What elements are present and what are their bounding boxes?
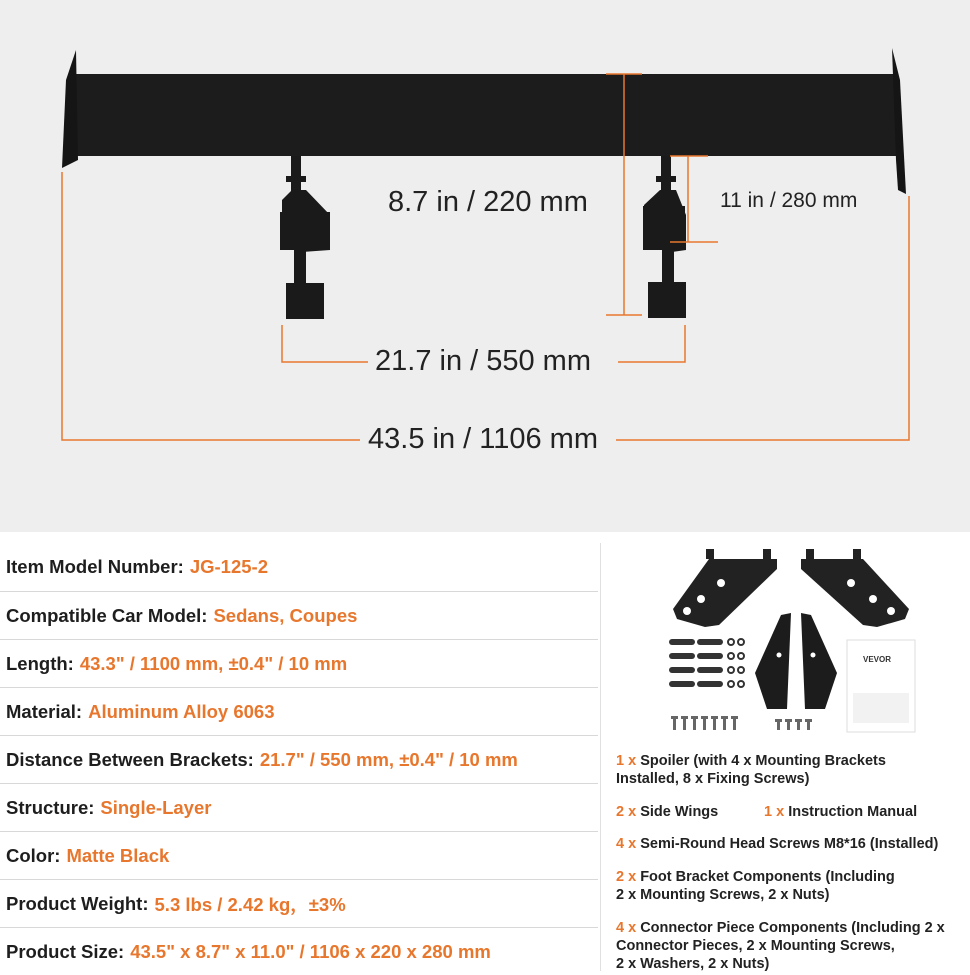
screws: [671, 716, 812, 730]
spec-value: Sedans, Coupes: [213, 604, 358, 626]
package-item-foot-brackets-cont: [616, 886, 830, 904]
package-item-text: Connector Pieces, 2 x Mounting Screws,: [616, 938, 895, 954]
spec-value: 5.3 lbs / 2.42 kg，±3%: [154, 893, 346, 915]
spec-value: Single-Layer: [100, 796, 212, 818]
right-mounting-bracket: [643, 156, 686, 318]
spec-table: [0, 543, 598, 971]
spec-label: Item Model Number:: [6, 556, 184, 577]
package-item-text: 2 x Washers, 2 x Nuts): [616, 956, 770, 972]
spec-label: Distance Between Brackets:: [6, 748, 254, 770]
spec-value: JG-125-2: [189, 556, 268, 577]
package-item-text: Installed, 8 x Fixing Screws): [616, 771, 810, 787]
package-item-side-wings: [616, 803, 718, 821]
package-item-text: 2 x Mounting Screws, 2 x Nuts): [616, 887, 830, 903]
package-item-manual: [764, 803, 917, 821]
spec-value: 21.7" / 550 mm, ±0.4" / 10 mm: [259, 748, 518, 770]
package-item-connectors-cont: [616, 937, 895, 955]
total-height-dimension-label: 11 in / 280 mm: [720, 189, 858, 212]
spec-row-weight: [0, 879, 598, 927]
spec-row-compatible-car: [0, 591, 598, 639]
spec-row-size: [0, 927, 598, 975]
spec-label: Material:: [6, 700, 83, 722]
spec-row-material: [0, 687, 598, 735]
package-contents: [601, 543, 970, 971]
height-dimension-label: 8.7 in / 220 mm: [388, 186, 588, 218]
instruction-manual: [847, 640, 915, 732]
washers-nuts: [728, 639, 744, 687]
package-qty: 4 x: [616, 836, 637, 852]
bracket-distance-label: 21.7 in / 550 mm: [371, 345, 595, 378]
package-qty: 1 x: [616, 753, 637, 769]
package-qty: 2 x: [616, 804, 637, 820]
spec-row-color: [0, 831, 598, 879]
package-item-foot-brackets: [616, 868, 895, 886]
spec-label: Length:: [6, 652, 74, 674]
spec-label: Product Size:: [6, 940, 125, 962]
package-qty: 4 x: [616, 920, 637, 936]
connector-pieces: [669, 639, 723, 687]
package-item-text: Side Wings: [640, 804, 719, 820]
package-item-connectors: [616, 919, 945, 937]
package-qty: 2 x: [616, 869, 637, 885]
manual-brand-label: VEVOR: [863, 655, 892, 664]
package-item-spoiler-cont: [616, 770, 809, 788]
spec-value: 43.3" / 1100 mm, ±0.4" / 10 mm: [79, 652, 348, 674]
foot-bracket-left: [673, 549, 777, 627]
spec-value: Matte Black: [66, 844, 170, 866]
package-item-text: Semi-Round Head Screws M8*16 (Installed): [640, 836, 939, 852]
package-item-spoiler: [616, 752, 886, 770]
spec-value: 43.5" x 8.7" x 11.0" / 1106 x 220 x 280 mm: [130, 940, 491, 962]
side-wings: [755, 613, 837, 709]
spec-row-bracket-distance: [0, 735, 598, 783]
package-item-text: Foot Bracket Components (Including: [640, 869, 895, 885]
package-item-connectors-cont2: [616, 955, 769, 973]
package-qty: 1 x: [764, 804, 785, 820]
left-mounting-bracket: [280, 156, 330, 319]
spec-label: Structure:: [6, 796, 95, 818]
spoiler-wing: [72, 74, 898, 156]
spec-row-length: [0, 639, 598, 687]
spec-row-structure: [0, 783, 598, 831]
package-item-text: Spoiler (with 4 x Mounting Brackets: [640, 753, 886, 769]
foot-bracket-right: [801, 549, 909, 627]
package-item-screws: [616, 835, 938, 853]
parts-illustration: [601, 543, 970, 743]
spec-row-model-number: [0, 543, 598, 591]
spec-label: Color:: [6, 844, 61, 866]
spec-label: Product Weight:: [6, 892, 149, 914]
spec-value: Aluminum Alloy 6063: [88, 700, 275, 722]
package-item-text: Instruction Manual: [788, 804, 918, 820]
length-dimension-label: 43.5 in / 1106 mm: [364, 423, 602, 456]
spec-label: Compatible Car Model:: [6, 604, 208, 626]
left-end-plate: [62, 50, 78, 168]
package-item-text: Connector Piece Components (Including 2 x: [640, 920, 945, 936]
